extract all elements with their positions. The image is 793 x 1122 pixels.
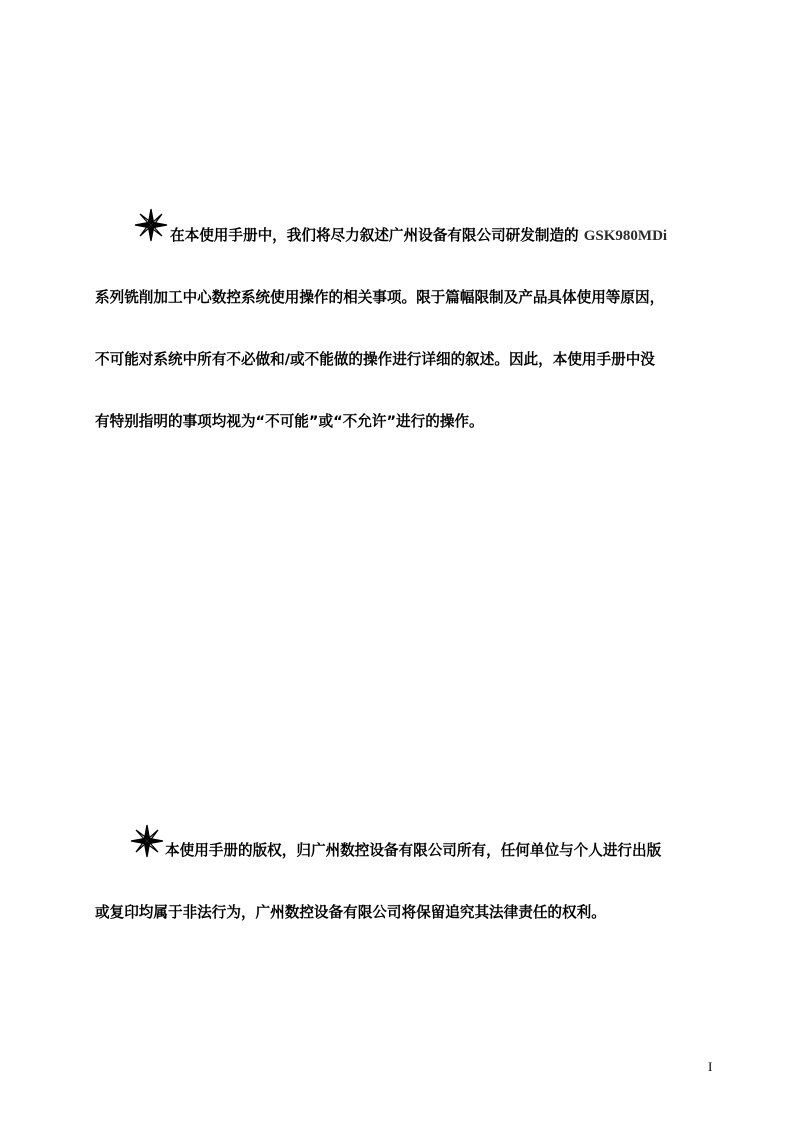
copyright-line-1: 本使用手册的版权，归广州数控设备有限公司所有，任何单位与个人进行出版 <box>165 842 662 859</box>
notice-line-1-text: 在本使用手册中，我们将尽力叙述广州设备有限公司研发制造的 <box>170 227 579 244</box>
compass-star-icon <box>130 824 164 858</box>
product-model: GSK980MDi <box>583 228 668 244</box>
compass-star-icon <box>134 208 168 242</box>
notice-line-4: 有特别指明的事项均视为“不可能”或“不允许”进行的操作。 <box>95 413 484 430</box>
copyright-line-2: 或复印均属于非法行为，广州数控设备有限公司将保留追究其法律责任的权利。 <box>95 904 606 921</box>
notice-line-1 <box>170 222 725 250</box>
notice-line-3: 不可能对系统中所有不必做和/或不能做的操作进行详细的叙述。因此，本使用手册中没 <box>95 351 655 368</box>
page-number: I <box>708 1059 713 1074</box>
notice-line-2: 系列铣削加工中心数控系统使用操作的相关事项。限于篇幅限制及产品具体使用等原因， <box>95 289 665 306</box>
